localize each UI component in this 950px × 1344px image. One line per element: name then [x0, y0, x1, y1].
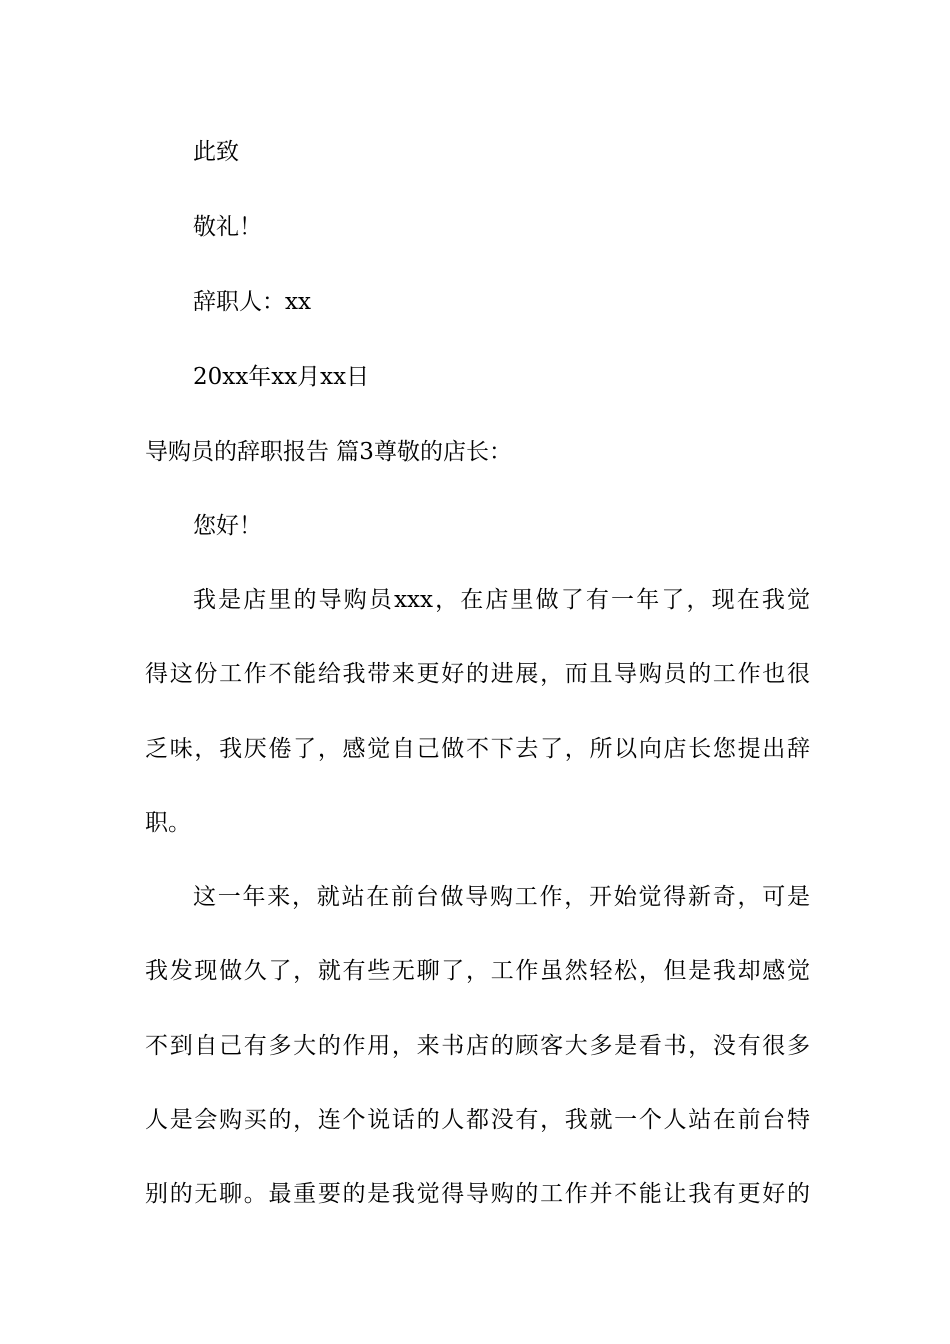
paragraph-line: 别的无聊。最重要的是我觉得导购的工作并不能让我有更好的	[145, 1181, 810, 1207]
date-line: 20xx年xx月xx日	[193, 364, 370, 390]
paragraph-line: 这一年来，就站在前台做导购工作，开始觉得新奇，可是	[193, 884, 810, 910]
paragraph-line: 不到自己有多大的作用，来书店的顾客大多是看书，没有很多	[145, 1033, 810, 1059]
section-heading: 导购员的辞职报告 篇3尊敬的店长：	[145, 439, 512, 465]
paragraph-line: 人是会购买的，连个说话的人都没有，我就一个人站在前台特	[145, 1107, 810, 1133]
paragraph-line: 乏味，我厌倦了，感觉自己做不下去了，所以向店长您提出辞	[145, 736, 810, 762]
paragraph-line: 得这份工作不能给我带来更好的进展，而且导购员的工作也很	[145, 661, 810, 687]
closing-salutation: 此致	[193, 139, 239, 165]
closing-regards: 敬礼！	[193, 214, 262, 240]
paragraph-line: 职。	[145, 810, 191, 836]
signer-line: 辞职人：xx	[193, 289, 311, 315]
paragraph-line: 我是店里的导购员xxx，在店里做了有一年了，现在我觉	[193, 587, 810, 613]
paragraph-line: 我发现做久了，就有些无聊了，工作虽然轻松，但是我却感觉	[145, 958, 810, 984]
greeting-line: 您好！	[193, 513, 262, 539]
